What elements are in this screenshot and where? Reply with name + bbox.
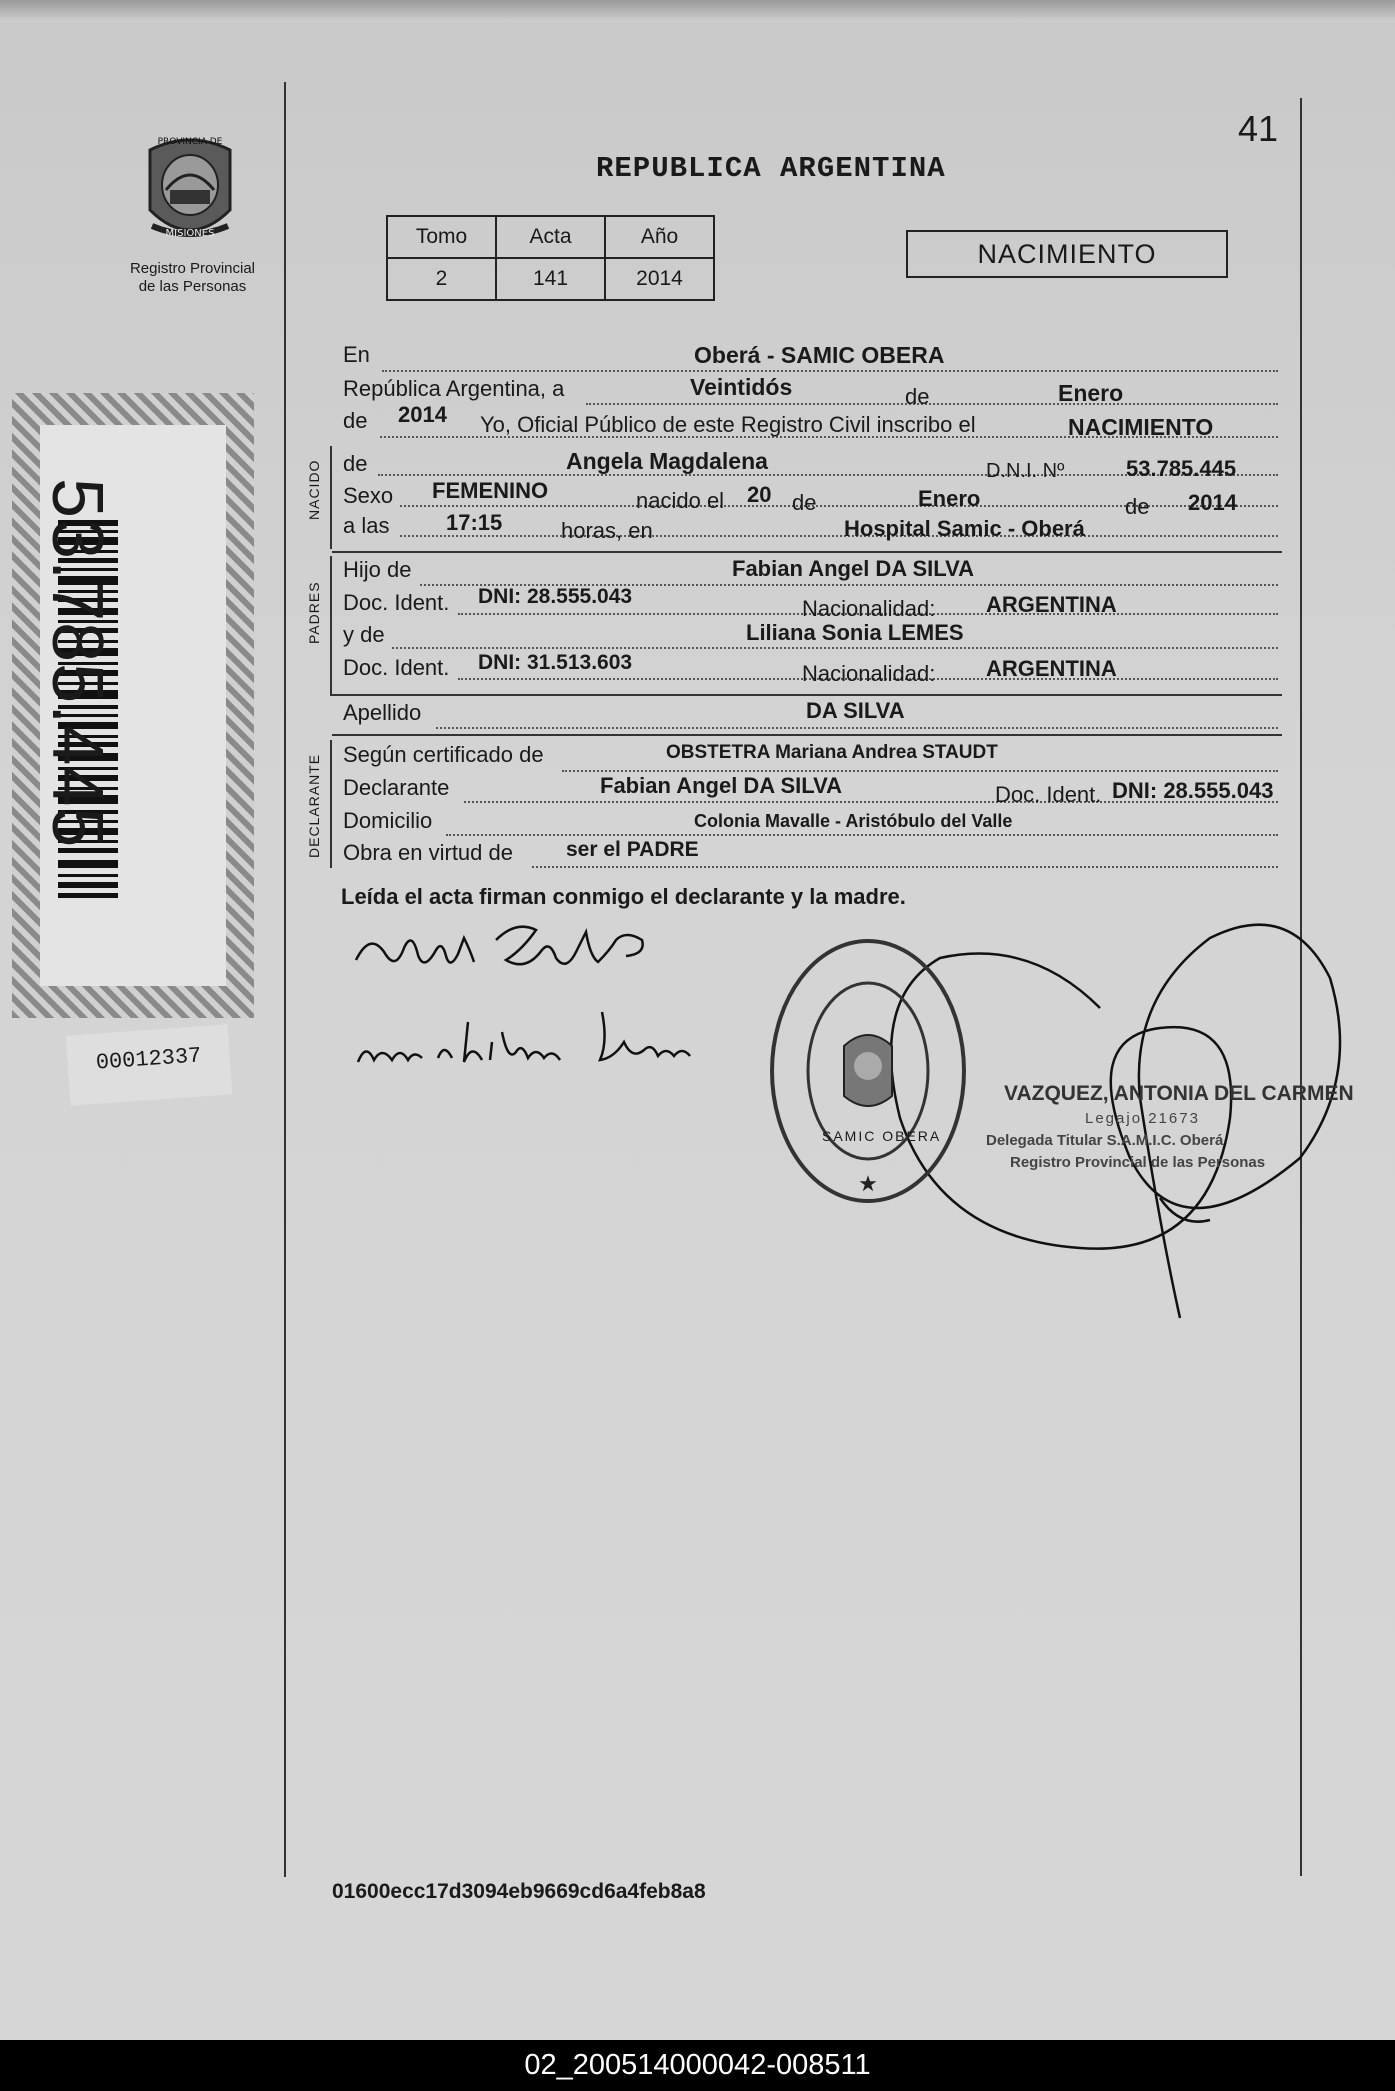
value-padre-nac: ARGENTINA: [986, 592, 1117, 617]
control-number-label: 00012337: [66, 1024, 232, 1105]
value-madre-nac: ARGENTINA: [986, 656, 1117, 681]
label-obra: Obra en virtud de: [343, 840, 513, 865]
value-lugar: Oberá - SAMIC OBERA: [694, 342, 945, 368]
value-anio: 2014: [398, 402, 447, 427]
value-certificado: OBSTETRA Mariana Andrea STAUDT: [666, 742, 998, 763]
value-hora: 17:15: [446, 510, 503, 535]
value-padre: Fabian Angel DA SILVA: [732, 556, 975, 581]
label-segun: Según certificado de: [343, 742, 544, 767]
label-doc-ident-2: Doc. Ident.: [343, 655, 450, 680]
value-padre-doc: DNI: 28.555.043: [478, 585, 633, 608]
label-declarante: Declarante: [343, 775, 450, 800]
label-nacido-el: nacido el: [636, 488, 725, 513]
label-doc-ident-3: Doc. Ident.: [995, 782, 1102, 807]
section-label-declarante: DECLARANTE: [306, 753, 322, 858]
signature-madre: [352, 1002, 732, 1087]
provincial-seal-logo: [130, 130, 250, 255]
dots-republica: [586, 403, 1278, 405]
official-stamp: [768, 936, 968, 1211]
signature-declarante: [346, 910, 666, 995]
padres-rule-top: [332, 551, 1282, 553]
label-doc-ident-1: Doc. Ident.: [343, 590, 450, 615]
header-anio: Año: [605, 216, 714, 258]
closing-statement: Leída el acta firman conmigo el declarante y la madre.: [341, 884, 906, 909]
label-dni: D.N.I. Nº: [986, 460, 1065, 482]
svg-text:★: ★: [858, 1171, 878, 1196]
label-apellido: Apellido: [343, 700, 422, 725]
value-acta: 141: [496, 258, 605, 300]
value-apellido: DA SILVA: [806, 698, 905, 723]
declarante-bracket: [330, 740, 332, 868]
reference-table: [386, 215, 715, 301]
header-tomo: Tomo: [387, 216, 496, 258]
label-nacionalidad-1: Nacionalidad:: [802, 596, 936, 621]
value-tomo: 2: [387, 258, 496, 300]
scan-shadow: [0, 0, 1395, 22]
page-number: 41: [1238, 108, 1279, 149]
left-margin-line: [284, 82, 286, 1877]
section-label-nacido: NACIDO: [306, 459, 322, 520]
svg-text:PROVINCIA DE: PROVINCIA DE: [157, 137, 223, 147]
value-madre-doc: DNI: 31.513.603: [478, 651, 633, 674]
value-dni: 53.785.445: [1126, 456, 1237, 481]
apellido-rule-top: [332, 694, 1282, 696]
label-de-year: de: [343, 408, 368, 433]
value-declarante: Fabian Angel DA SILVA: [600, 773, 843, 798]
value-nombre: Angela Magdalena: [566, 448, 768, 474]
scan-footer-id: 02_200514000042-008511: [0, 2040, 1395, 2091]
declarante-rule-top: [332, 734, 1282, 736]
dots-yde: [392, 647, 1278, 649]
registry-name-line1: Registro Provincial: [129, 260, 256, 277]
value-obra: ser el PADRE: [566, 838, 699, 861]
value-anio-nac: 2014: [1188, 490, 1237, 515]
padres-bracket: [330, 556, 332, 696]
dni-large-number: 53.785.445: [37, 478, 117, 849]
dots-apellido: [436, 727, 1278, 729]
value-sexo: FEMENINO: [432, 478, 549, 503]
label-de-bday: de: [1125, 494, 1150, 519]
value-lugar-nac: Hospital Samic - Oberá: [844, 516, 1085, 541]
label-de-mid: de: [905, 384, 930, 409]
value-mes-nac: Enero: [918, 486, 981, 511]
label-hijo-de: Hijo de: [343, 557, 412, 582]
label-y-de: y de: [343, 622, 385, 647]
official-legajo: Legajo 21673: [1085, 1110, 1200, 1127]
value-declarante-doc: DNI: 28.555.043: [1112, 778, 1274, 803]
registry-name-line2: de las Personas: [138, 278, 247, 295]
label-republica: República Argentina, a: [343, 376, 565, 401]
value-anio: 2014: [605, 258, 714, 300]
dots-segun: [562, 770, 1278, 772]
section-label-padres: PADRES: [306, 581, 322, 644]
label-domicilio: Domicilio: [343, 808, 433, 833]
dots-domicilio: [446, 834, 1278, 836]
official-role: Delegada Titular S.A.M.I.C. Oberá: [986, 1132, 1224, 1149]
dots-obra: [532, 866, 1278, 868]
value-mes: Enero: [1058, 380, 1124, 406]
value-inscribe: NACIMIENTO: [1068, 414, 1214, 440]
label-en: En: [343, 342, 370, 367]
header-acta: Acta: [496, 216, 605, 258]
label-yo: Yo, Oficial Público de este Registro Civil inscribo el: [480, 412, 976, 437]
value-madre: Liliana Sonia LEMES: [746, 620, 964, 645]
document-title: REPUBLICA ARGENTINA: [596, 152, 946, 185]
stamp-center-text: SAMIC OBERA: [822, 1128, 942, 1144]
label-horas-en: horas, en: [561, 518, 653, 543]
official-registry: Registro Provincial de las Personas: [1010, 1154, 1266, 1171]
dots-a-las: [400, 535, 1278, 537]
label-nacionalidad-2: Nacionalidad:: [802, 661, 936, 686]
label-de-day: de: [792, 490, 817, 515]
value-dia-letras: Veintidós: [690, 374, 793, 400]
svg-text:MISIONES: MISIONES: [165, 228, 215, 239]
label-sexo: Sexo: [343, 483, 394, 508]
label-de-name: de: [343, 451, 368, 476]
value-dia-nac: 20: [747, 482, 772, 507]
value-domicilio: Colonia Mavalle - Aristóbulo del Valle: [694, 811, 1013, 831]
dots-en: [382, 370, 1278, 372]
label-a-las: a las: [343, 513, 390, 538]
nacido-bracket: [330, 446, 332, 549]
document-hash: 01600ecc17d3094eb9669cd6a4feb8a8: [332, 1880, 706, 1903]
official-name: VAZQUEZ, ANTONIA DEL CARMEN: [1004, 1082, 1354, 1105]
act-type-box: NACIMIENTO: [906, 230, 1228, 278]
